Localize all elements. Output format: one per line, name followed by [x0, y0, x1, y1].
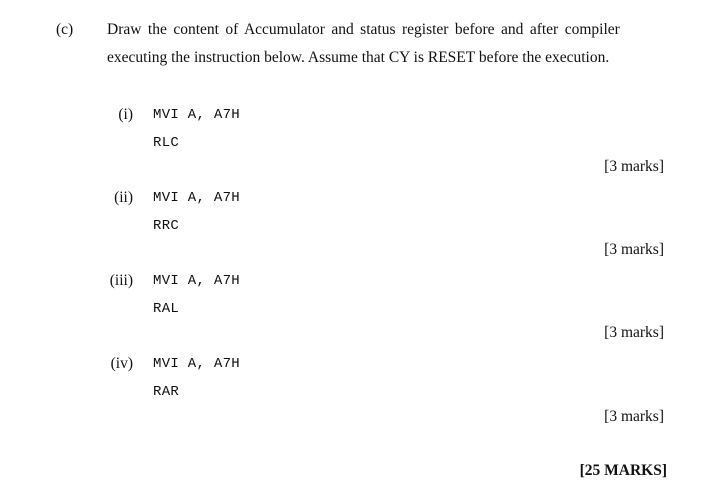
total-marks: [25 MARKS] [579, 462, 667, 479]
sub-question-number: (iv) [110, 355, 133, 372]
sub-question-number: (ii) [114, 189, 133, 206]
intro-line-1: Draw the content of Accumulator and status register before and after compiler [107, 21, 620, 38]
sub-question-number: (iii) [109, 272, 133, 289]
instruction-line-1: MVI A, A7H [153, 356, 241, 372]
intro-line-2: executing the instruction below. Assume that CY is RESET before the execution. [107, 49, 610, 66]
marks-label: [3 marks] [604, 324, 664, 341]
instruction-line-2: RAR [153, 384, 180, 400]
marks-label: [3 marks] [604, 241, 664, 258]
instruction-line-2: RRC [153, 218, 180, 234]
marks-label: [3 marks] [604, 408, 664, 425]
marks-label: [3 marks] [604, 158, 664, 175]
instruction-line-1: MVI A, A7H [153, 107, 241, 123]
instruction-line-1: MVI A, A7H [153, 190, 241, 206]
instruction-line-2: RAL [153, 301, 180, 317]
part-label: (c) [56, 21, 74, 38]
instruction-line-1: MVI A, A7H [153, 273, 241, 289]
instruction-line-2: RLC [153, 135, 180, 151]
sub-question-number: (i) [118, 106, 133, 123]
